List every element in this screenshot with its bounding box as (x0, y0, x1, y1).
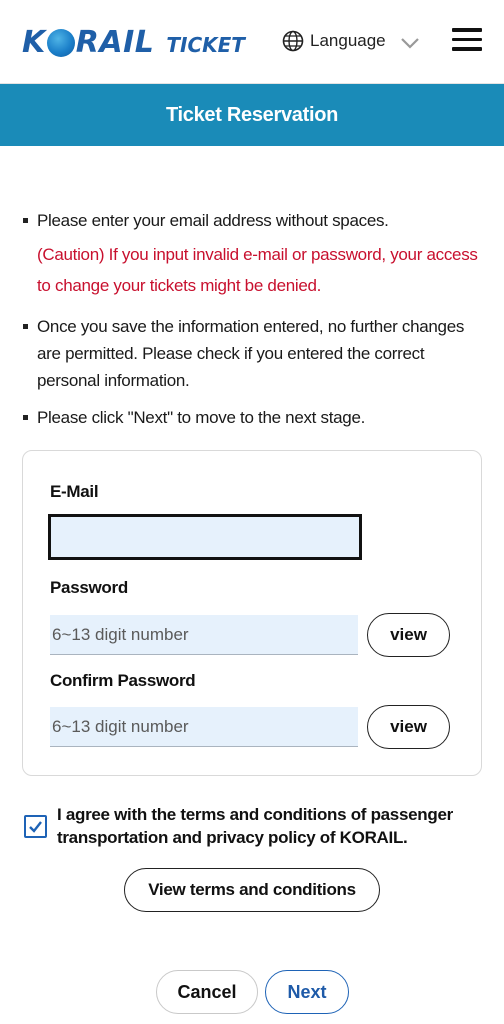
password-label: Password (50, 578, 128, 597)
logo-ticket-label: TICKET (166, 33, 245, 57)
bullet-icon (23, 218, 28, 223)
confirm-password-input[interactable] (50, 707, 358, 747)
confirm-password-placeholder: 6~13 digit number (52, 716, 189, 736)
notice-list (20, 207, 490, 432)
notice-item-next (20, 404, 490, 432)
caution-text: (Caution) If you input invalid e-mail or password, your access to change your tickets might be denied. (37, 245, 478, 295)
cancel-button[interactable]: Cancel (156, 970, 258, 1014)
menu-bar (452, 28, 482, 32)
password-placeholder: 6~13 digit number (52, 624, 189, 644)
page-title-bar (0, 84, 504, 146)
app-header (0, 0, 504, 84)
checkmark-icon (28, 819, 43, 834)
notice-item-no-changes (20, 313, 490, 394)
email-label: E-Mail (50, 482, 99, 501)
globe-icon (282, 30, 304, 52)
next-button[interactable]: Next (265, 970, 349, 1014)
language-selector[interactable] (282, 30, 420, 52)
logo-globe-icon (47, 29, 75, 57)
menu-bar (452, 47, 482, 51)
logo-letters-rail: RAIL (75, 24, 155, 60)
credentials-form (22, 450, 482, 776)
email-input[interactable] (48, 514, 362, 560)
agree-checkbox[interactable] (24, 815, 47, 838)
confirm-password-label: Confirm Password (50, 671, 196, 690)
page-title: Ticket Reservation (165, 103, 339, 126)
notice-text: Please click "Next" to move to the next stage. (37, 408, 366, 427)
korail-ticket-logo[interactable] (22, 22, 245, 62)
view-terms-button[interactable]: View terms and conditions (124, 868, 380, 912)
logo-letter-k: K (22, 24, 46, 60)
notice-item-email (20, 207, 490, 235)
confirm-password-view-button[interactable]: view (367, 705, 450, 749)
agree-label[interactable]: I agree with the terms and conditions of passenger transportation and privacy policy of KORAIL. (57, 805, 453, 847)
password-input[interactable] (50, 615, 358, 655)
bullet-icon (23, 324, 28, 329)
notice-text: Please enter your email address without spaces. (37, 211, 389, 230)
korail-wordmark (22, 25, 154, 60)
language-label: Language (310, 31, 386, 50)
hamburger-menu-icon[interactable] (452, 28, 482, 54)
notice-text: Once you save the information entered, no further changes are permitted. Please check if you entered the correct personal information. (37, 317, 465, 390)
chevron-down-icon (400, 37, 420, 49)
menu-bar (452, 38, 482, 42)
bullet-icon (23, 415, 28, 420)
password-view-button[interactable]: view (367, 613, 450, 657)
